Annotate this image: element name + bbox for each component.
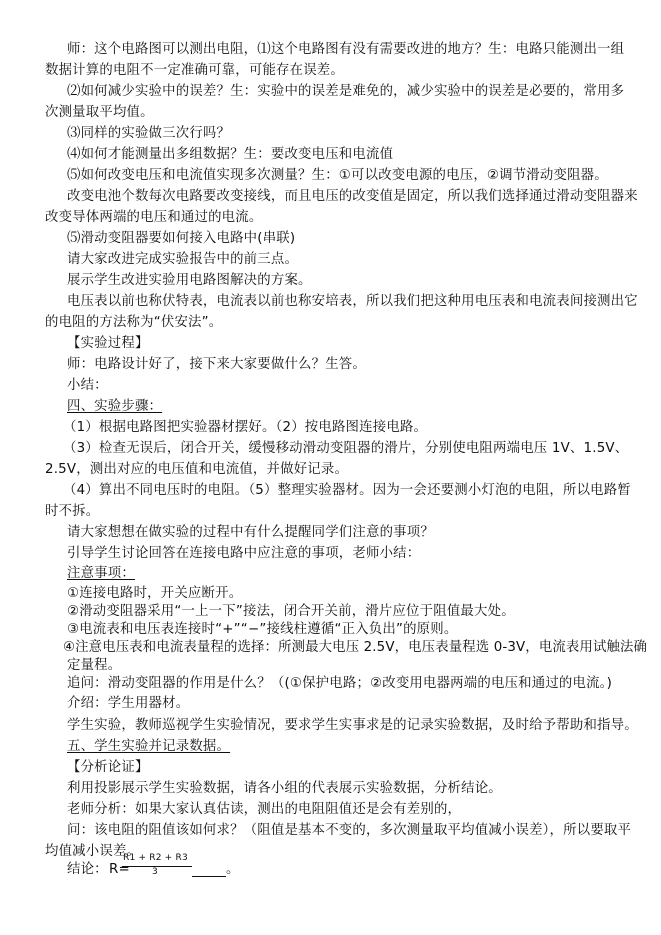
text-line: 师：电路设计好了，接下来大家要做什么？生答。 bbox=[67, 357, 366, 372]
text-line: ④注意电压表和电流表量程的选择：所测最大电压 2.5V，电压表量程选 0-3V，电流表用试触法确 bbox=[63, 640, 648, 655]
text-line: ⑸滑动变阻器要如何接入电路中(串联) bbox=[67, 231, 296, 246]
section-heading: 四、实验步骤： bbox=[67, 399, 163, 414]
text-line: ⑸如何改变电压和电流值实现多次测量？生：①可以改变电源的电压，②调节滑动变阻器。 bbox=[67, 168, 608, 183]
text-line: ⑵如何减少实验中的误差？生：实验中的误差是难免的，减少实验中的误差是必要的，常用多 bbox=[67, 84, 625, 99]
text-line: ⑷如何才能测量出多组数据？生：要改变电压和电流值 bbox=[67, 147, 394, 162]
section-heading: 注意事项： bbox=[67, 566, 135, 581]
text-line: 介绍：学生用器材。 bbox=[67, 696, 190, 711]
text-line: 问：该电阻的阻值该如何求？（阻值是基本不变的，多次测量取平均值减小误差），所以要取平 bbox=[67, 823, 632, 838]
text-line: ③电流表和电压表连接时“+”“−”接线柱遵循“正入负出”的原则。 bbox=[67, 622, 458, 637]
formula-r: R= bbox=[109, 862, 130, 877]
text-line: （4）算出不同电压时的电阻。（5）整理实验器材。因为一会还要测小灯泡的电阻，所以电路暂 bbox=[63, 483, 631, 498]
text-line: 展示学生改进实验用电路图解决的方案。 bbox=[67, 273, 312, 288]
text-line: 引导学生讨论回答在连接电路中应注意的事项，老师小结： bbox=[67, 546, 421, 561]
text-line: ②滑动变阻器采用“一上一下”接法，闭合开关前，滑片应位于阻值最大处。 bbox=[67, 604, 515, 619]
text-line: ①连接电路时，开关应断开。 bbox=[67, 586, 243, 601]
text-line: 2.5V，测出对应的电压值和电流值，并做好记录。 bbox=[45, 462, 349, 477]
text-line: 电压表以前也称伏特表，电流表以前也称安培表，所以我们把这种用电压表和电流表间接测出它 bbox=[67, 294, 638, 309]
section-heading: 【分析论证】 bbox=[67, 760, 149, 775]
text-line: 的电阻的方法称为“伏安法”。 bbox=[45, 315, 223, 330]
formula-denominator: 3 bbox=[152, 867, 158, 877]
text-line: 师：这个电路图可以测出电阻，⑴这个电路图有没有需要改进的地方？生：电路只能测出一组 bbox=[67, 42, 625, 57]
text-line: 请大家改进完成实验报告中的前三点。 bbox=[67, 252, 299, 267]
text-line: （3）检查无误后，闭合开关，缓慢移动滑动变阻器的滑片，分别使电阻两端电压 1V、1.5V、 bbox=[63, 441, 629, 456]
text-line: 请大家想想在做实验的过程中有什么提醒同学们注意的事项？ bbox=[67, 525, 434, 540]
text-line: 改变电池个数每次电路要改变接线，而且电压的改变值是固定，所以我们选择通过滑动变阻器来 bbox=[67, 189, 638, 204]
section-heading: 【实验过程】 bbox=[67, 336, 149, 351]
text-line: 老师分析：如果大家认真估读，测出的电阻阻值还是会有差别的， bbox=[67, 802, 462, 817]
blank-underline bbox=[192, 876, 226, 877]
conclusion-formula bbox=[67, 852, 287, 882]
text-line: 改变导体两端的电压和通过的电流。 bbox=[45, 210, 263, 225]
text-line: 数据计算的电阻不一定准确可靠，可能存在误差。 bbox=[45, 63, 344, 78]
formula-end: 。 bbox=[226, 862, 240, 877]
text-line: ⑶同样的实验做三次行吗？ bbox=[67, 126, 231, 141]
text-line: 追问：滑动变阻器的作用是什么？（(①保护电路；②改变用电器两端的电压和通过的电流。) bbox=[67, 676, 612, 691]
formula-numerator: R1 + R2 + R3 bbox=[123, 853, 188, 863]
text-line: 定量程。 bbox=[67, 658, 122, 673]
text-line: 学生实验，教师巡视学生实验情况，要求学生实事求是的记录实验数据，及时给予帮助和指导。 bbox=[67, 718, 638, 733]
text-line: 均值减小误差。 bbox=[45, 844, 141, 859]
text-line: 次测量取平均值。 bbox=[45, 105, 154, 120]
text-line: （1）根据电路图把实验器材摆好。（2）按电路图连接电路。 bbox=[63, 420, 428, 435]
section-heading: 五、学生实验并记录数据。 bbox=[67, 739, 231, 754]
conclusion-label: 结论： bbox=[67, 862, 108, 877]
text-line: 小结： bbox=[67, 378, 108, 393]
text-line: 利用投影展示学生实验数据，请各小组的代表展示实验数据，分析结论。 bbox=[67, 781, 502, 796]
text-line: 时不拆。 bbox=[45, 504, 100, 519]
